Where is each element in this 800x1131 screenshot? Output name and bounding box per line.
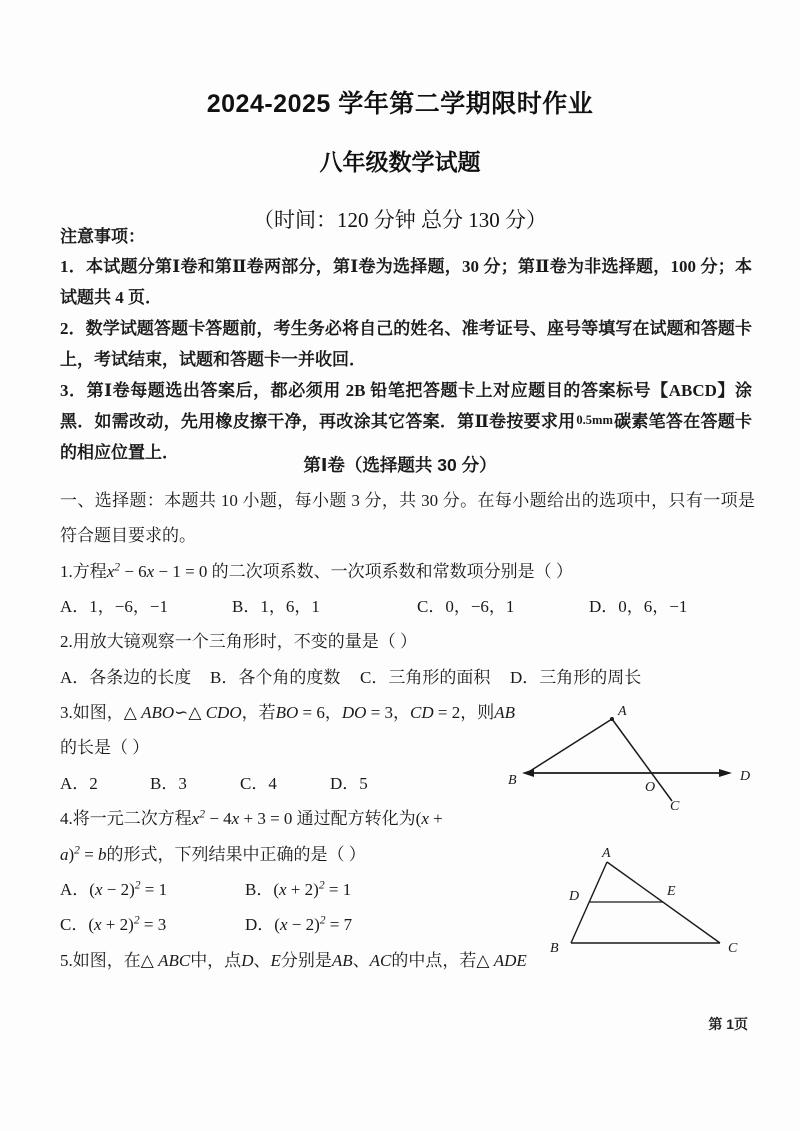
notice-item-3-part1: 3．第Ⅰ卷每题选出答案后，都必须用 2B 铅笔把答题卡上对应题目的答案标号【ABCD】涂黑．如需改动，先用橡皮擦干净，再改涂其它答案．第Ⅱ卷按要求用 bbox=[60, 381, 752, 432]
question-3-option-d[interactable]: D．5 bbox=[330, 773, 368, 793]
question-1-option-b[interactable]: B．1，6，1 bbox=[232, 597, 320, 617]
question-4-option-a[interactable]: A．$(x - 2)^2 = 1$ bbox=[60, 878, 168, 899]
question-2-number: 2. bbox=[60, 632, 73, 652]
question-3-option-b[interactable]: B．3 bbox=[150, 773, 187, 793]
question-1-option-d[interactable]: D．0，6，−1 bbox=[589, 597, 688, 617]
figure-q5-label-e: E bbox=[667, 884, 676, 899]
question-5-number: 5. bbox=[60, 950, 73, 970]
figure-q3-label-b: B bbox=[508, 773, 517, 788]
question-1-option-c[interactable]: C．0，−6，1 bbox=[417, 597, 515, 617]
question-4-number: 4. bbox=[60, 809, 73, 829]
notice-item-3-part2: 碳素笔答在答题卡的相应位置上． bbox=[60, 412, 753, 462]
question-2-option-a[interactable]: A．各条边的长度 bbox=[60, 667, 192, 687]
figure-q3-label-o: O bbox=[645, 780, 656, 795]
question-4-option-c[interactable]: C．$(x + 2)^2 = 3$ bbox=[60, 913, 167, 935]
figure-q3-label-a: A bbox=[618, 704, 627, 719]
segment-ac bbox=[612, 719, 672, 801]
question-1-options bbox=[60, 589, 755, 624]
question-1-stem: 1.方程$x^2 - 6x - 1 = 0$ 的二次项系数、一次项系数和常数项分别是（ ） bbox=[60, 560, 573, 581]
page-title: 2024-2025 学年第二学期限时作业 bbox=[206, 90, 594, 118]
question-3-option-c[interactable]: C．4 bbox=[240, 773, 277, 793]
figure-question-3 bbox=[500, 700, 770, 810]
question-5-stem: 5.如图，在△ ABC中，点D、E分别是AB、AC的中点，若△ ADE bbox=[60, 950, 527, 970]
page-footer: 第 1页 bbox=[708, 1016, 748, 1032]
question-1-option-a[interactable]: A．1，−6，−1 bbox=[60, 597, 168, 617]
triangle-abo-cdo-svg bbox=[500, 700, 770, 810]
question-3-stem-line2: 的长是（ ） bbox=[60, 738, 150, 758]
question-4-option-d[interactable]: D．$(x - 2)^2 = 7$ bbox=[245, 913, 353, 935]
question-2-stem-text: 用放大镜观察一个三角形时，不变的量是（ ） bbox=[72, 632, 417, 652]
figure-q5-label-a: A bbox=[602, 846, 611, 861]
question-3-stem-line1: 3.如图，△ ABO∽△ CDO，若BO = 6，DO = 3，CD = 2，则AB bbox=[60, 703, 516, 723]
question-2-option-d[interactable]: D．三角形的周长 bbox=[510, 667, 642, 687]
notice-heading: 注意事项： bbox=[60, 227, 145, 246]
notice-section bbox=[60, 224, 752, 469]
triangle-abc-midsegment-svg bbox=[545, 840, 770, 965]
question-2-options bbox=[60, 660, 755, 695]
segment-ab bbox=[527, 719, 612, 773]
figure-q5-label-b: B bbox=[550, 941, 559, 956]
vertex-a-dot bbox=[610, 717, 614, 721]
question-4-stem-line2: a)$^2$ = b的形式，下列结果中正确的是（ ） bbox=[60, 842, 366, 864]
figure-q3-label-c: C bbox=[670, 799, 680, 810]
question-2-option-b[interactable]: B．各个角的度数 bbox=[210, 667, 341, 687]
question-4-stem-line1: 4.将一元二次方程$x^2 - 4x + 3 = 0$ 通过配方转化为(x + bbox=[60, 807, 443, 829]
page-subtitle: 八年级数学试题 bbox=[319, 149, 481, 175]
question-1-stem-prefix: 方程 bbox=[72, 561, 107, 581]
notice-item-1: 1．本试题分第Ⅰ卷和第Ⅱ卷两部分，第Ⅰ卷为选择题，30 分；第Ⅱ卷为非选择题，100 分；本试题共 4 页． bbox=[60, 257, 752, 308]
figure-q5-label-d: D bbox=[569, 889, 580, 904]
exam-meta: （时间：120 分钟 总分 130 分） bbox=[253, 208, 547, 232]
question-2-option-c[interactable]: C．三角形的面积 bbox=[360, 667, 491, 687]
notice-item-2: 2．数学试题答题卡答题前，考生务必将自己的姓名、准考证号、座号等填写在试题和答题卡上，考试结束，试题和答题卡一并收回． bbox=[60, 319, 752, 370]
question-2-stem bbox=[60, 624, 755, 659]
section-intro: 一、选择题：本题共 10 小题，每小题 3 分，共 30 分。在每小题给出的选项中，只有一项是符合题目要求的。 bbox=[60, 491, 755, 545]
pen-width-unit: 0.5mm bbox=[576, 413, 613, 428]
section-title: 第Ⅰ卷（选择题共 30 分） bbox=[303, 455, 497, 475]
figure-q5-label-c: C bbox=[728, 941, 738, 956]
question-1-stem-suffix: 的二次项系数、一次项系数和常数项分别是（ ） bbox=[211, 561, 573, 581]
figure-question-5 bbox=[545, 840, 770, 965]
question-4-option-b[interactable]: B．$(x + 2)^2 = 1$ bbox=[245, 878, 352, 899]
question-3-option-a[interactable]: A．2 bbox=[60, 773, 98, 793]
question-3-number: 3. bbox=[60, 703, 73, 723]
figure-q3-label-d: D bbox=[740, 769, 751, 784]
arrowhead-d bbox=[719, 769, 732, 777]
question-1-number: 1. bbox=[60, 561, 73, 581]
